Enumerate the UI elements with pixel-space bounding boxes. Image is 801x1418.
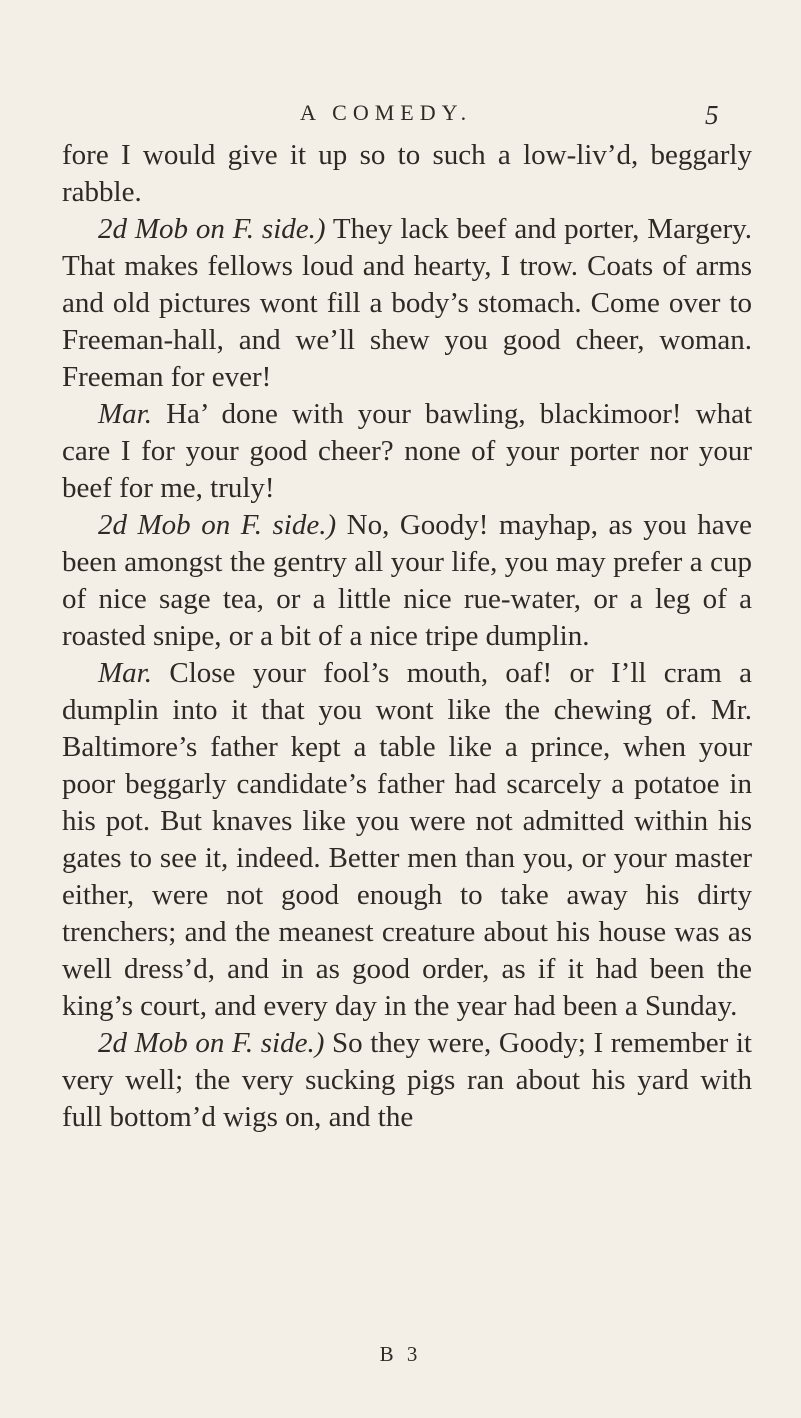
speaker: 2d Mob on F. side.) bbox=[98, 1027, 325, 1059]
running-head bbox=[0, 100, 801, 140]
page-number: 5 bbox=[705, 100, 719, 130]
signature-mark: B 3 bbox=[379, 1342, 422, 1366]
paragraph-text: Ha’ done with your bawling, blackimoor! what care I for your good cheer? none of your porter nor your beef for me, truly! bbox=[62, 398, 752, 504]
paragraph bbox=[62, 655, 752, 1025]
running-head-title: A COMEDY. bbox=[300, 100, 473, 125]
paragraph bbox=[62, 211, 752, 396]
paragraph bbox=[62, 396, 752, 507]
paragraph-text: They lack beef and porter, Margery. That makes fellows loud and hearty, I trow. Coats of arms and old pictures wont fill a body’s stomach. Come over to Freeman-hall, and we’ll shew you good cheer, woman. Freeman for ever! bbox=[62, 213, 752, 393]
speaker: Mar. bbox=[98, 398, 152, 430]
paragraph-text: fore I would give it up so to such a low-liv’d, beggarly rabble. bbox=[62, 139, 752, 208]
paragraph-text: Close your fool’s mouth, oaf! or I’ll cram a dumplin into it that you wont like the chewing of. Mr. Baltimore’s father kept a table like a prince, when your poor beggarly candidate’s father had scarcely a potatoe in his pot. But knaves like you were not admitted within his gates to see it, indeed. Better men than you, or your master either, were not good enough to take away his dirty trenchers; and the meanest creature about his house was as well dress’d, and in as good order, as if it had been the king’s court, and every day in the year had been a Sunday. bbox=[62, 657, 752, 1022]
body-text bbox=[62, 137, 752, 1136]
speaker: 2d Mob on F. side.) bbox=[98, 213, 326, 245]
paragraph-text: No, Goody! mayhap, as you have been amongst the gentry all your life, you may prefer a cup of nice sage tea, or a little nice rue-water, or a leg of a roasted snipe, or a bit of a nice tripe dumplin. bbox=[62, 509, 752, 652]
paragraph bbox=[62, 1025, 752, 1136]
paragraph bbox=[62, 137, 752, 211]
speaker: 2d Mob on F. side.) bbox=[98, 509, 337, 541]
paragraph-text: So they were, Goody; I remember it very well; the very sucking pigs ran about his yard with full bottom’d wigs on, and the bbox=[62, 1027, 752, 1133]
speaker: Mar. bbox=[98, 657, 152, 689]
paragraph bbox=[62, 507, 752, 655]
